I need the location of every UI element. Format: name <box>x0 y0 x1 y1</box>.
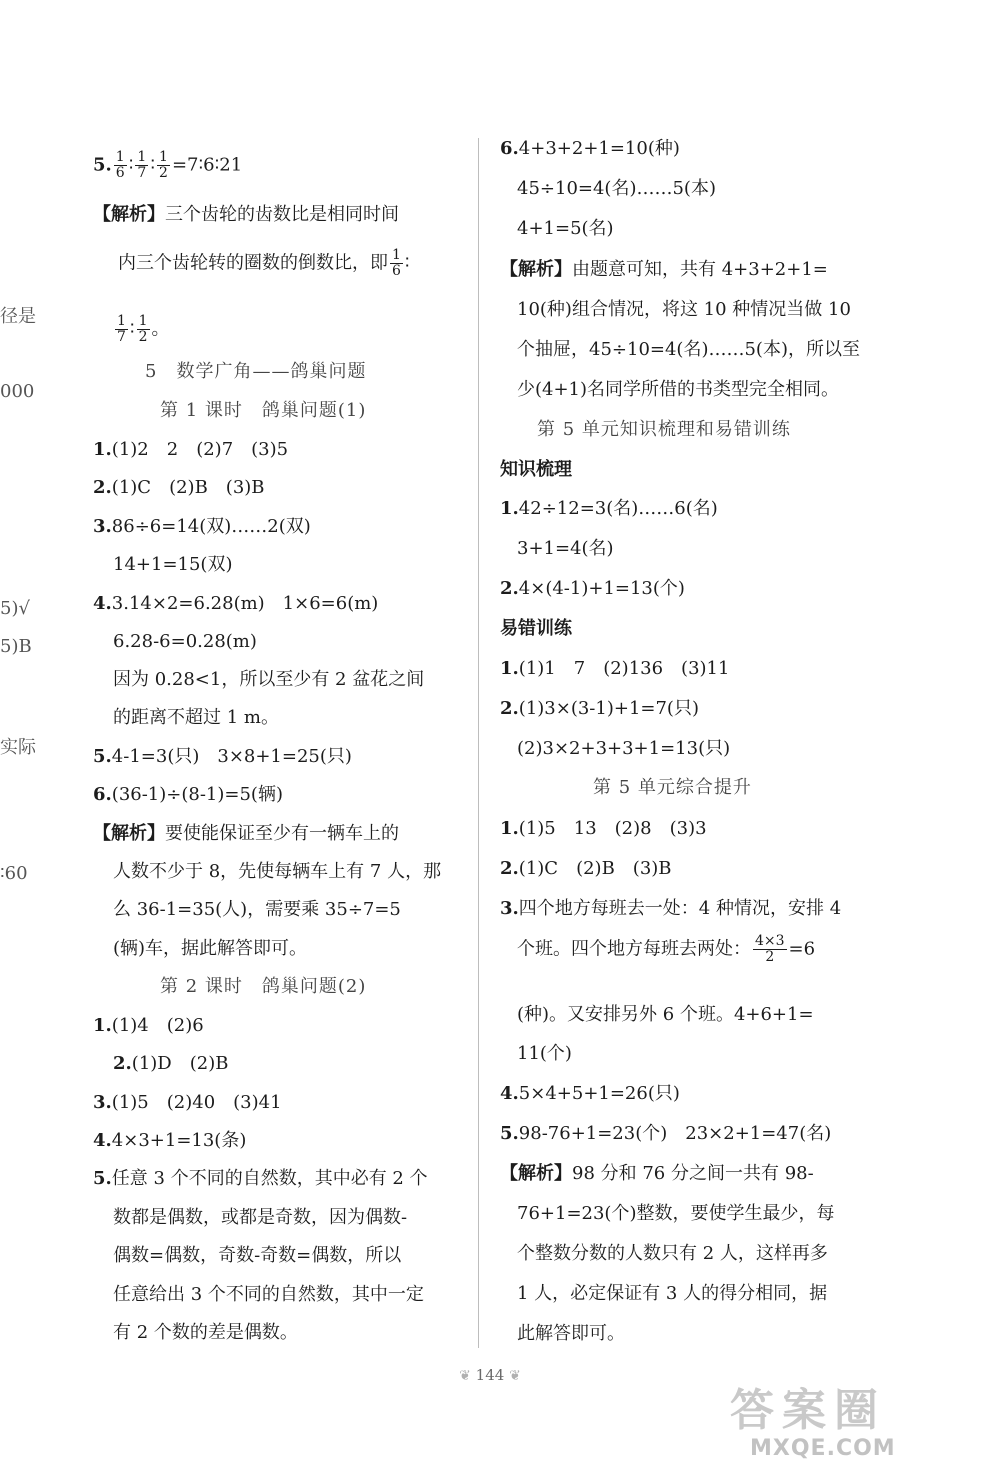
analysis-line: 人数不少于 8，先使每辆车上有 7 人，那 <box>113 861 442 882</box>
fraction: $\frac{1}{7}$ <box>117 313 126 345</box>
analysis-line: 1 人，必定保证有 3 人的得分相同，据 <box>517 1283 828 1304</box>
answer-line: 6.(36-1)÷(8-1)=5(辆) <box>93 784 283 805</box>
analysis-line: 76+1=23(个)整数，要使学生最少，每 <box>517 1203 835 1224</box>
answer-line: (2)3×2+3+3+1=13(只) <box>517 738 731 759</box>
margin-fragment: 5)B <box>0 636 32 657</box>
analysis-line: 【解析】三个齿轮的齿数比是相同时间 <box>93 204 399 225</box>
analysis-line: 少(4+1)名同学所借的书类型完全相同。 <box>517 379 840 400</box>
answer-line: 数都是偶数，或都是奇数，因为偶数- <box>113 1207 408 1228</box>
answer-line: 2.(1)C (2)B (3)B <box>500 858 672 879</box>
answer-line: 2.(1)C (2)B (3)B <box>93 477 265 498</box>
analysis-tag: 【解析】 <box>500 1163 572 1184</box>
analysis-line: (辆)车，据此解答即可。 <box>113 938 308 959</box>
answer-line: 6.4+3+2+1=10(种) <box>500 138 680 159</box>
watermark <box>720 1385 990 1465</box>
answer-line: 3.四个地方每班去一处：4 种情况，安排 4 <box>500 898 842 919</box>
fraction: $\frac{4\times 3}{2}$ <box>755 933 785 965</box>
watermark-text: 答案圈 <box>730 1385 886 1436</box>
answer-line: 4.4×3+1=13(条) <box>93 1130 247 1151</box>
answer-5-ratio: 5. $\frac{1}{6}$ ∶ $\frac{1}{7}$ ∶ $\frac{1}{2}$ =7∶6∶21 <box>93 149 243 181</box>
margin-fragment: 000 <box>0 381 35 402</box>
analysis-line: 10(种)组合情况，将这 10 种情况当做 10 <box>517 299 851 320</box>
page-number: ❦ 144 ❦ <box>459 1366 521 1384</box>
analysis-line: 【解析】要使能保证至少有一辆车上的 <box>93 823 399 844</box>
answer-line: 5.任意 3 个不同的自然数，其中必有 2 个 <box>93 1168 428 1189</box>
answer-line: 1.(1)4 (2)6 <box>93 1015 204 1036</box>
answer-line: 1.42÷12=3(名)……6(名) <box>500 498 718 519</box>
answer-line: 个班。四个地方每班去两处： $\frac{4\times 3}{2}$ =6 <box>517 933 816 965</box>
answer-line: 5.4-1=3(只) 3×8+1=25(只) <box>93 746 352 767</box>
section-title: 第 5 单元综合提升 <box>593 777 752 798</box>
analysis-line: 【解析】由题意可知，共有 4+3+2+1= <box>500 259 828 280</box>
watermark-url: MXQE.COM <box>750 1436 896 1461</box>
fraction: $\frac{1}{6}$ <box>115 149 125 181</box>
fraction: $\frac{1}{2}$ <box>159 149 168 181</box>
column-divider <box>478 138 479 1348</box>
answer-line: 3.(1)5 (2)40 (3)41 <box>93 1092 282 1113</box>
unit-title: 5 数学广角——鸽巢问题 <box>145 361 367 382</box>
answer-line: 的距离不超过 1 m。 <box>113 707 279 728</box>
answer-line: 4.5×4+5+1=26(只) <box>500 1083 680 1104</box>
answer-line: 有 2 个数的差是偶数。 <box>113 1322 298 1343</box>
answer-line: 2.(1)D (2)B <box>113 1053 229 1074</box>
lesson-title: 第 1 课时 鸽巢问题(1) <box>160 400 367 421</box>
analysis-tag: 【解析】 <box>93 823 165 844</box>
lesson-title: 第 2 课时 鸽巢问题(2) <box>160 976 367 997</box>
fraction: $\frac{1}{7}$ <box>137 149 147 181</box>
answer-line: 4.3.14×2=6.28(m) 1×6=6(m) <box>93 593 379 614</box>
fraction: $\frac{1}{2}$ <box>138 313 148 345</box>
answer-line: 3+1=4(名) <box>517 538 614 559</box>
answer-line: 14+1=15(双) <box>113 554 233 575</box>
answer-line: 11(个) <box>517 1043 572 1064</box>
ornament-left-icon: ❦ <box>459 1368 471 1384</box>
answer-line: 任意给出 3 个不同的自然数，其中一定 <box>113 1284 424 1305</box>
answer-line: 3.86÷6=14(双)……2(双) <box>93 516 311 537</box>
section-title: 第 5 单元知识梳理和易错训练 <box>537 419 791 440</box>
answer-line: 偶数=偶数，奇数-奇数=偶数，所以 <box>113 1245 402 1266</box>
margin-fragment: 实际 <box>0 737 36 758</box>
ornament-right-icon: ❦ <box>509 1368 521 1384</box>
analysis-line: 个抽屉，45÷10=4(名)……5(本)，所以至 <box>517 339 860 360</box>
analysis-line: $\frac{1}{7}$ ∶ $\frac{1}{2}$ 。 <box>117 313 170 345</box>
answer-line: 因为 0.28<1，所以至少有 2 盆花之间 <box>113 669 425 690</box>
section-heading: 易错训练 <box>500 618 572 639</box>
answer-line: 1.(1)5 13 (2)8 (3)3 <box>500 818 707 839</box>
analysis-line: 【解析】98 分和 76 分之间一共有 98- <box>500 1163 814 1184</box>
section-heading: 知识梳理 <box>500 459 572 480</box>
answer-line: 5.98-76+1=23(个) 23×2+1=47(名) <box>500 1123 832 1144</box>
analysis-line: 个整数分数的人数只有 2 人，这样再多 <box>517 1243 828 1264</box>
analysis-line: 内三个齿轮转的圈数的倒数比，即 $\frac{1}{6}$ ∶ <box>118 247 410 279</box>
answer-line: 1.(1)2 2 (2)7 (3)5 <box>93 439 289 460</box>
answer-line: 1.(1)1 7 (2)136 (3)11 <box>500 658 730 679</box>
analysis-tag: 【解析】 <box>500 259 572 280</box>
margin-fragment: 5)√ <box>0 598 30 619</box>
analysis-line: 么 36-1=35(人)，需要乘 35÷7=5 <box>113 899 401 920</box>
analysis-line: 此解答即可。 <box>517 1323 625 1344</box>
answer-line: 2.(1)3×(3-1)+1=7(只) <box>500 698 699 719</box>
answer-line: 6.28-6=0.28(m) <box>113 631 257 652</box>
margin-fragment: ∶60 <box>0 863 28 884</box>
answer-line: 2.4×(4-1)+1=13(个) <box>500 578 685 599</box>
margin-fragment: 径是 <box>0 306 36 327</box>
analysis-tag: 【解析】 <box>93 204 165 225</box>
answer-line: 4+1=5(名) <box>517 218 614 239</box>
answer-line: 45÷10=4(名)……5(本) <box>517 178 716 199</box>
answer-line: (种)。又安排另外 6 个班。4+6+1= <box>517 1004 814 1025</box>
fraction: $\frac{1}{6}$ <box>392 247 401 279</box>
